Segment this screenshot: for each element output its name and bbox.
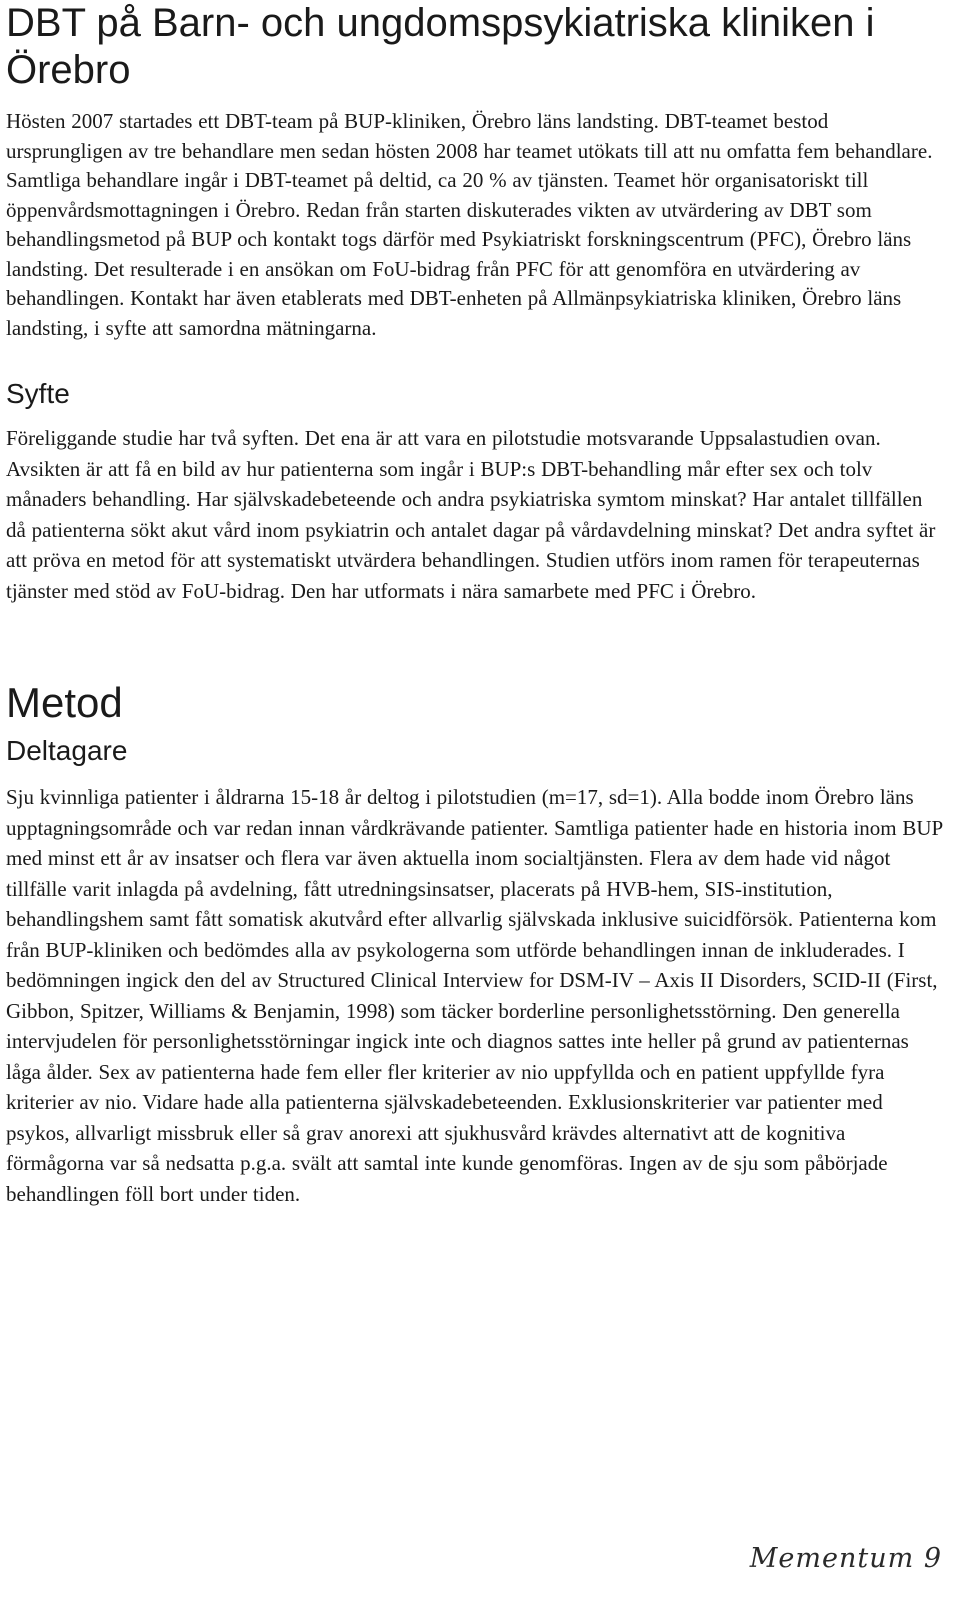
document-page <box>6 0 946 1209</box>
page-number: 9 <box>923 1543 942 1574</box>
section-heading-syfte: Syfte <box>6 378 70 409</box>
page-title: DBT på Barn- och ungdomspsykiatriska kliniken i Örebro <box>6 1 875 92</box>
section-heading-metod: Metod <box>6 679 123 726</box>
subheading-deltagare: Deltagare <box>6 735 128 766</box>
syfte-paragraph: Föreliggande studie har två syften. Det ena är att vara en pilotstudie motsvarande Uppsalastudien ovan. Avsikten är att få en bild av hur patienterna som ingår i BUP:s DBT-behandling mår efter sex och tolv månaders behandling. Har självskadebeteende och andra psykiatriska symtom minskat? Har antalet tillfällen då patienterna sökt akut vård inom psykiatrin och antalet dagar på vårdavdelning minskat? Det andra syftet är att pröva en metod för att systematiskt utvärdera behandlingen. Studien utförs inom ramen för terapeuternas tjänster med stöd av FoU-bidrag. Den har utformats i nära samarbete med PFC i Örebro. <box>6 426 936 603</box>
page-footer <box>750 1543 942 1574</box>
publication-name: Mementum <box>749 1543 915 1574</box>
deltagare-paragraph: Sju kvinnliga patienter i åldrarna 15-18 år deltog i pilotstudien (m=17, sd=1). Alla bodde inom Örebro läns upptagningsområde och var redan innan vårdkrävande patienter. Samtliga patienter hade en historia inom BUP med minst ett år av insatser och flera var även aktuella inom socialtjänsten. Flera av dem hade vid något tillfälle varit inlagda på avdelning, fått utredningsinsatser, placerats på HVB-hem, SIS-institution, behandlingshem samt fått somatisk akutvård efter allvarlig självskada inklusive suicidförsök. Patienterna kom från BUP-kliniken och bedömdes alla av psykologerna som utförde behandlingen innan de inkluderades. I bedömningen ingick den del av Structured Clinical Interview for DSM-IV – Axis II Disorders, SCID-II (First, Gibbon, Spitzer, Williams & Benjamin, 1998) som täcker borderline personlighetsstörning. Den generella intervjudelen för personlighetsstörningar ingick inte och diagnos sattes inte heller på grund av patienternas låga ålder. Sex av patienterna hade fem eller fler kriterier av nio uppfyllda och en patient uppfyllde fyra kriterier av nio. Vidare hade alla patienterna självskadebeteenden. Exklusionskriterier var patienter med psykos, allvarligt missbruk eller så grav anorexi att sjukhusvård krävdes alternativt att de kognitiva förmågorna var så nedsatta p.g.a. svält att samtal inte kunde genomföras. Ingen av de sju som påbörjade behandlingen föll bort under tiden. <box>6 785 943 1206</box>
intro-paragraph: Hösten 2007 startades ett DBT-team på BUP-kliniken, Örebro läns landsting. DBT-teamet bestod ursprungligen av tre behandlare men sedan hösten 2008 har teamet utökats till att nu omfatta fem behandlare. Samtliga behandlare ingår i DBT-teamet på deltid, ca 20 % av tjänsten. Teamet hör organisatoriskt till öppenvårdsmottagningen i Örebro. Redan från starten diskuterades vikten av utvärdering av DBT som behandlingsmetod på BUP och kontakt togs därför med Psykiatriskt forskningscentrum (PFC), Örebro läns landsting. Det resulterade i en ansökan om FoU-bidrag från PFC för att genomföra en utvärdering av behandlingen. Kontakt har även etablerats med DBT-enheten på Allmänpsykiatriska kliniken, Örebro läns landsting, i syfte att samordna mätningarna. <box>6 109 933 340</box>
